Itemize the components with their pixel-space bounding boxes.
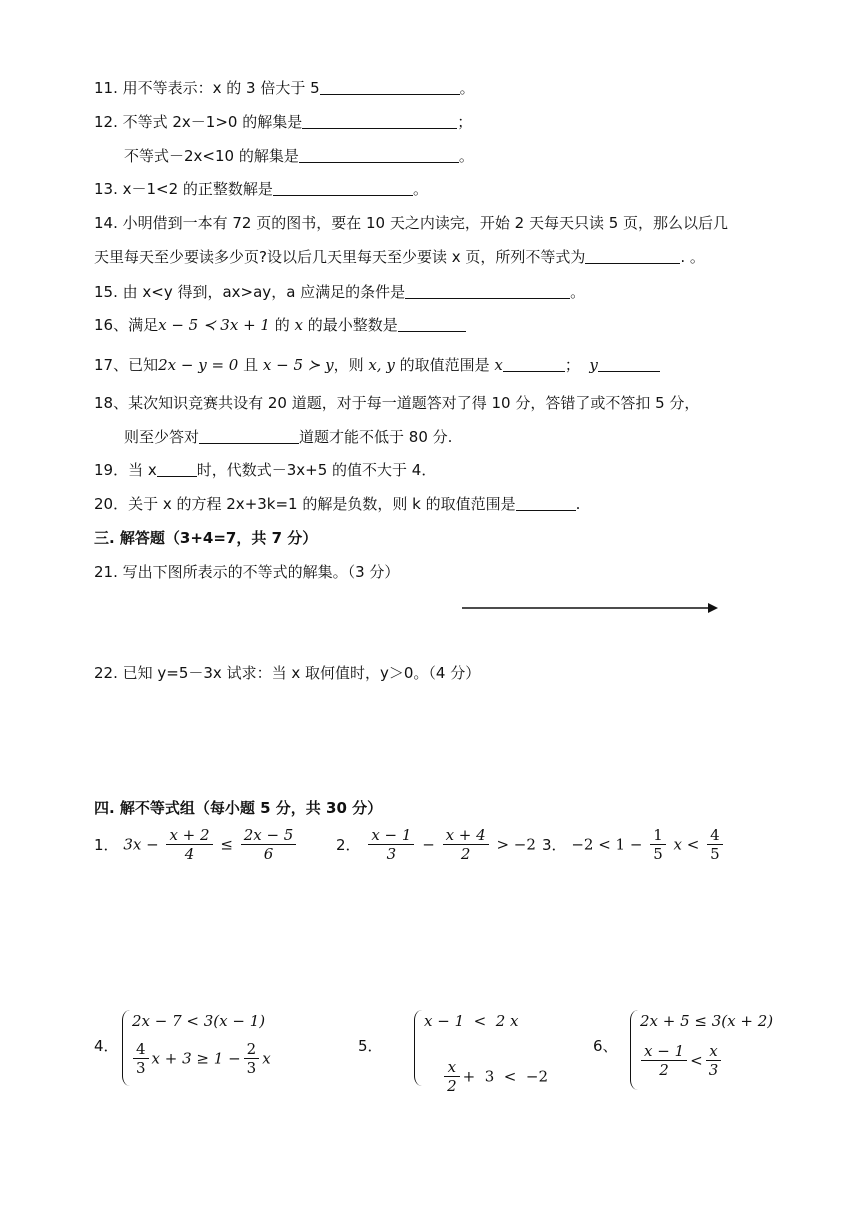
question-20: 20．关于 x 的方程 2x+3k=1 的解是负数，则 k 的取值范围是 . — [94, 495, 581, 513]
fraction: $\frac{2}{3}$ — [244, 1040, 260, 1077]
fraction: $\frac{2x - 5}{6}$ — [241, 826, 297, 863]
question-14-part2: 天里每天至少要读多少页?设以后几天里每天至少要读 x 页，所列不等式为 . 。 — [94, 248, 705, 266]
answer-blank[interactable] — [398, 316, 466, 332]
answer-blank[interactable] — [273, 180, 413, 196]
question-17: 17、已知2x − y = 0 且 x − 5 ≻ y，则 x, y 的取值范围是 x ； y — [94, 355, 660, 375]
fraction: $\frac{x - 1}{3}$ — [368, 826, 414, 863]
answer-blank[interactable] — [503, 356, 565, 372]
fraction: $\frac{4}{5}$ — [707, 826, 723, 863]
fraction: $\frac{x}{3}$ — [706, 1042, 722, 1079]
answer-blank[interactable] — [405, 283, 570, 299]
answer-blank[interactable] — [320, 79, 460, 95]
fraction: $\frac{1}{5}$ — [650, 826, 666, 863]
question-22: 22. 已知 y=5－3x 试求：当 x 取何值时，y＞0。（4 分） — [94, 664, 481, 682]
answer-blank[interactable] — [302, 113, 457, 129]
problem-6-number: 6、 — [593, 1037, 618, 1055]
problem-5-number: 5． — [358, 1037, 383, 1055]
fraction: $\frac{4}{3}$ — [133, 1040, 149, 1077]
problem-5-system: x − 1 < 2 x $\frac{x}{2}$ + 3 < −2 — [414, 1010, 544, 1086]
fraction: $\frac{x + 2}{4}$ — [166, 826, 212, 863]
question-13: 13. x－1<2 的正整数解是 。 — [94, 180, 428, 198]
question-21: 21. 写出下图所表示的不等式的解集。（3 分） — [94, 563, 400, 581]
problem-1: 1． 3x − $\frac{x + 2}{4}$ ≤ $\frac{2x - 5}{6}$ — [94, 826, 299, 863]
problem-3: 3． −2 < 1 − $\frac{1}{5}$ x < $\frac{4}{5}$ — [542, 826, 726, 863]
section-3-heading: 三. 解答题（3+4=7，共 7 分） — [94, 529, 318, 547]
question-14: 14. 小明借到一本有 72 页的图书，要在 10 天之内读完，开始 2 天每天只读 5 页，那么以后几 — [94, 214, 729, 232]
question-16: 16、满足x − 5 ≺ 3x + 1 的 x 的最小整数是 — [94, 315, 466, 335]
question-19: 19．当 x 时，代数式－3x+5 的值不大于 4． — [94, 461, 437, 479]
answer-blank[interactable] — [516, 495, 576, 511]
question-18: 18、某次知识竞赛共设有 20 道题，对于每一道题答对了得 10 分，答错了或不答扣 5 分， — [94, 394, 700, 412]
fraction: $\frac{x + 4}{2}$ — [443, 826, 489, 863]
question-15: 15. 由 x<y 得到，ax>ay，a 应满足的条件是 。 — [94, 283, 586, 301]
problem-2: 2． $\frac{x - 1}{3}$ − $\frac{x + 4}{2}$ > −2 — [336, 826, 536, 863]
answer-blank[interactable] — [199, 428, 299, 444]
answer-blank[interactable] — [598, 356, 660, 372]
problem-4-number: 4． — [94, 1037, 119, 1055]
answer-blank[interactable] — [157, 461, 197, 477]
fraction: $\frac{x}{2}$ — [444, 1058, 460, 1095]
fraction: $\frac{x - 1}{2}$ — [641, 1042, 687, 1079]
number-line-arrow — [460, 600, 725, 616]
question-18-part2: 则至少答对 道题才能不低于 80 分. — [124, 428, 453, 446]
problem-4-system: 2x − 7 < 3(x − 1) $\frac{4}{3}$ x + 3 ≥ 1 − $\frac{2}{3}$ x — [122, 1010, 282, 1086]
question-11: 11. 用不等表示：x 的 3 倍大于 5 。 — [94, 79, 475, 97]
answer-blank[interactable] — [299, 147, 459, 163]
section-4-heading: 四. 解不等式组（每小题 5 分，共 30 分） — [94, 799, 383, 817]
problem-6-system: 2x + 5 ≤ 3(x + 2) $\frac{x - 1}{2}$ < $\frac{x}{3}$ — [630, 1010, 780, 1090]
answer-blank[interactable] — [585, 248, 680, 264]
question-12-part2: 不等式－2x<10 的解集是 。 — [124, 147, 474, 165]
question-12: 12. 不等式 2x－1>0 的解集是 ； — [94, 113, 473, 131]
